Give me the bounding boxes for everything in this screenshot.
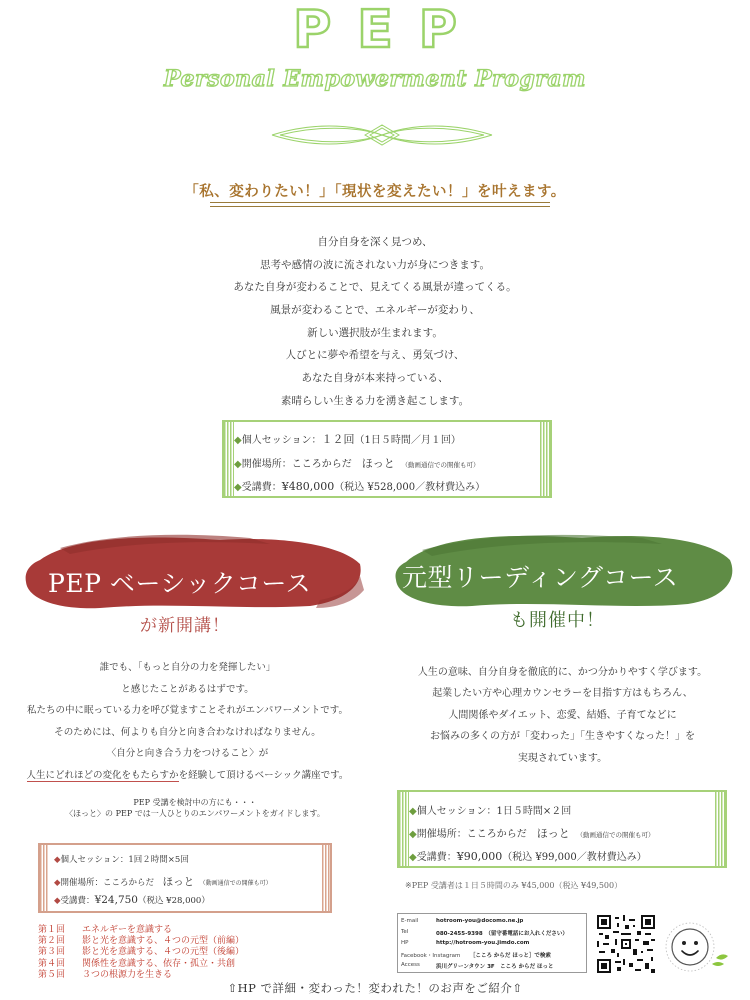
- contact-access: 浜川グリーンタウン 3F こころ からだ ほっと: [436, 964, 554, 970]
- contact-box: E-mail hotroom-you@docomo.ne.jp Tel 080-2455-9398 （留守番電話にお入れください） HP http://hotroom-you.jimdo.com Facebook・Instagram ［こころ からだ ほっと］で検索 Access 浜川グリーンタウン 3F こころ からだ ほっと: [397, 913, 587, 973]
- basic-fee-row: ◆受講費：¥24,750（税込 ¥28,000）: [54, 894, 210, 906]
- reading-session-row: ◆個人セッション：1日５時間×２回: [409, 806, 572, 817]
- basic-line: そのためには、何よりも自分と向き合わなければなりません。: [54, 726, 321, 738]
- basic-guide-note: PEP 受講を検討中の方にも・・・ 〈ほっと〉の PEP では一人ひとりのエンパワーメントをガイドします。: [65, 798, 325, 818]
- contact-tel[interactable]: 080-2455-9398 （留守番電話にお入れください）: [436, 931, 568, 937]
- reading-line: お悩みの多くの方が「変わった」「生きやすくなった！」を: [430, 731, 695, 743]
- contact-email-link[interactable]: hotroom-you@docomo.ne.jp: [436, 918, 524, 924]
- reading-fee-row: ◆受講費：¥90,000（税込 ¥99,000／教材費込み）: [409, 850, 647, 863]
- reading-discount-note: ※PEP 受講者は１日５時間のみ ¥45,000（税込 ¥49,500）: [405, 881, 623, 890]
- pep-fee-row: ◆受講費：¥480,000（税込 ¥528,000／教材費込み）: [234, 480, 486, 493]
- schedule-item: 第５回 ３つの根源力を生きる: [38, 969, 173, 980]
- diamond-icon: ◆: [234, 482, 242, 493]
- intro-line: 素晴らしい生きる力を湧き起こします。: [280, 394, 470, 407]
- basic-course-description: [0, 657, 375, 787]
- intro-line: あなた自身が変わることで、見えてくる風景が違ってくる。: [233, 281, 517, 294]
- reading-line: 起業したい方や心理カウンセラーを目指す方はもちろん、: [432, 688, 693, 700]
- intro-line: 風景が変わることで、エネルギーが変わり、: [270, 304, 480, 317]
- intro-line: 自分自身を深く見つめ、: [317, 236, 433, 248]
- basic-place-row: ◆開催場所：こころからだ ほっと （動画通信での開催も可）: [54, 876, 272, 888]
- diamond-icon: ◆: [54, 855, 61, 865]
- basic-line: 誰でも、「もっと自分の力を発揮したい」: [99, 662, 276, 673]
- basic-line: 〈自分と向き合う力をつけること〉が: [106, 748, 269, 760]
- ornament-flourish-icon: [270, 121, 494, 149]
- basic-line: 私たちの中に眠っている力を呼び覚ますことそれがエンパワーメントです。: [26, 705, 349, 717]
- reading-course-subtitle: も開催中！: [510, 610, 605, 631]
- schedule-item: 第３回 影と光を意識する、４つの元型（後編）: [38, 947, 245, 958]
- pep-session-row: ◆個人セッション：１２回（1日５時間／月１回）: [234, 433, 461, 446]
- pep-info-box: [222, 420, 552, 498]
- diamond-icon: ◆: [409, 852, 417, 863]
- intro-paragraph: [0, 231, 750, 413]
- intro-line: あなた自身が本来持っている、: [301, 372, 449, 385]
- contact-sns: ［こころ からだ ほっと］で検索: [470, 953, 551, 959]
- pep-logo-subtitle: Personal Empowerment Program: [164, 66, 586, 92]
- reading-line: 人間関係やダイエット、恋愛、結婚、子育てなどに: [448, 709, 677, 721]
- basic-schedule-list: [38, 925, 244, 981]
- diamond-icon: ◆: [234, 459, 242, 470]
- main-headline: 「私、変わりたい！」「現状を変えたい！」を叶えます。: [184, 183, 566, 200]
- pep-logo-title: PEP: [293, 0, 483, 60]
- headline-rule-bottom: [210, 206, 550, 207]
- reading-info-box: [397, 790, 727, 868]
- headline-rule-top: [210, 202, 550, 203]
- smiley-logo-icon: [658, 918, 730, 976]
- diamond-icon: ◆: [234, 435, 242, 446]
- schedule-item: 第２回 影と光を意識する、４つの元型（前編）: [38, 936, 245, 947]
- reading-line: 人生の意味、自分自身を徹底的に、かつ分かりやすく学びます。: [417, 667, 708, 678]
- basic-course-subtitle: が新開講！: [140, 616, 230, 636]
- reading-place-row: ◆開催場所：こころからだ ほっと （動画通信での開催も可）: [409, 827, 655, 840]
- basic-course-title: PEP ベーシックコース: [48, 569, 312, 598]
- diamond-icon: ◆: [409, 829, 417, 840]
- basic-session-row: ◆個人セッション：1回２時間×5回: [54, 855, 189, 865]
- diamond-icon: ◆: [54, 878, 61, 888]
- reading-course-description: [375, 662, 750, 769]
- pep-place-row: ◆開催場所：こころからだ ほっと （動画通信での開催も可）: [234, 457, 480, 470]
- contact-hp-link[interactable]: http://hotroom-you.jimdo.com: [436, 940, 530, 946]
- reading-line: 実現されています。: [517, 752, 608, 764]
- basic-info-box: [38, 843, 332, 913]
- intro-line: 人びとに夢や希望を与え、勇気づけ、: [285, 349, 465, 362]
- diamond-icon: ◆: [409, 806, 417, 817]
- underlined-phrase: 人生にどれほどの変化をもたらすか: [26, 769, 179, 781]
- qr-code-icon[interactable]: [597, 915, 655, 973]
- reading-course-title: 元型リーディングコース: [402, 563, 679, 592]
- intro-line: 思考や感情の波に流されない力が身につきます。: [260, 258, 490, 271]
- footer-link[interactable]: ⇧HP で詳細・変わった！変われた！のお声をご紹介⇧: [227, 981, 523, 995]
- basic-line: と感じたことがあるはずです。: [121, 683, 254, 695]
- basic-line-last: 人生にどれほどの変化をもたらすかを経験して頂けるベーシック講座です。: [26, 769, 349, 781]
- schedule-item: 第１回 エネルギーを意識する: [38, 925, 173, 935]
- intro-line: 新しい選択肢が生まれます。: [307, 326, 443, 339]
- diamond-icon: ◆: [54, 896, 61, 906]
- schedule-item: 第４回 関係性を意識する、依存・孤立・共創: [38, 958, 236, 969]
